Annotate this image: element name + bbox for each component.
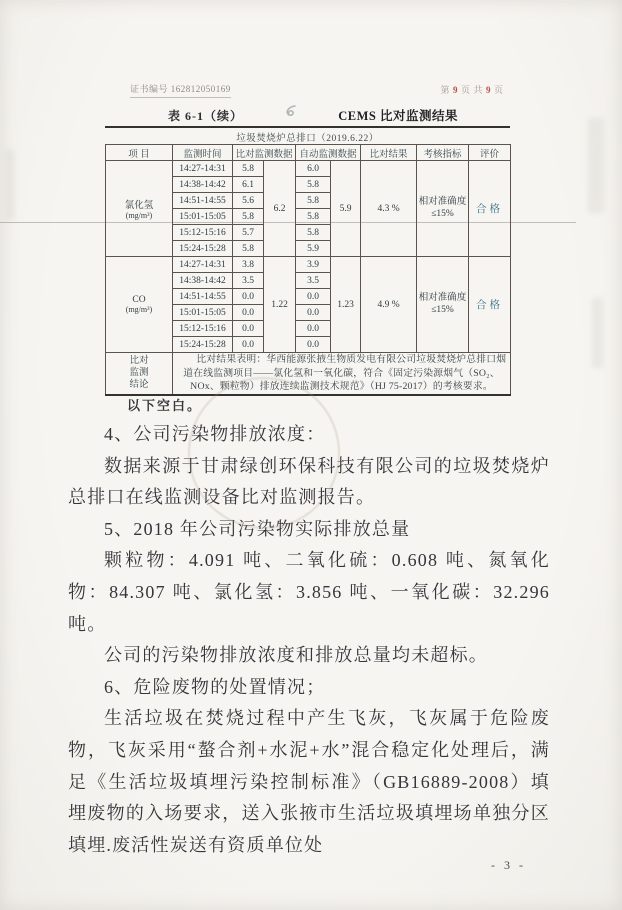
cell-auto-value: 3.5: [296, 273, 331, 289]
blank-below-note: 以下空白。: [127, 398, 203, 413]
cell-time: 15:24-15:28: [173, 241, 233, 257]
item-unit: (mg/m³): [125, 305, 153, 314]
col-reference-data: 比对监测数据: [233, 145, 296, 161]
cems-comparison-table: [105, 144, 511, 396]
faint-stamp-circle: [188, 377, 340, 529]
cell-time: 15:24-15:28: [173, 337, 233, 353]
cell-ref-value: 3.8: [233, 257, 264, 273]
conclusion-row: [106, 353, 511, 395]
table-title: CEMS 比对监测结果: [338, 109, 458, 123]
ink-bleed-mark: [6, 150, 14, 220]
cell-criterion: 相对准确度≤15%: [417, 257, 469, 353]
cell-result: 4.3 %: [361, 161, 417, 257]
cell-ref-value: 0.0: [233, 321, 264, 337]
cell-result: 4.9 %: [361, 257, 417, 353]
cell-auto-value: 0.0: [296, 289, 331, 305]
cell-ref-value: 0.0: [233, 305, 264, 321]
cell-time: 15:12-15:16: [173, 225, 233, 241]
cell-ref-value: 5.6: [233, 193, 264, 209]
table-caption: [105, 105, 510, 125]
certificate-number: 证书编号 162812050169: [130, 82, 231, 98]
cell-ref-value: 5.7: [233, 225, 264, 241]
paragraph-emission-totals: 颗粒物：4.091 吨、二氧化硫：0.608 吨、氮氧化物：84.307 吨、氯化氢：3.856 吨、一氧化碳：32.296 吨。: [68, 550, 550, 634]
conclusion-label-line: 结论: [129, 380, 149, 391]
paragraph-compliance: 公司的污染物排放浓度和排放总量均未超标。: [104, 645, 488, 666]
cell-time: 14:51-14:55: [173, 289, 233, 305]
cell-auto-value: 6.0: [296, 161, 331, 177]
paragraph-hazardous-waste: 生活垃圾在焚烧过程中产生飞灰，飞灰属于危险废物，飞灰采用“螯合剂+水泥+水”混合稳定化处理后，满足《生活垃圾填埋污染控制标准》（GB16889-2008）填埋废物的入场要求，送入张掖市生活垃圾填埋场单独分区填埋.废活性炭送有资质单位处: [68, 708, 550, 855]
ink-bleed-mark: [592, 298, 603, 368]
cell-ref-value: 5.8: [233, 209, 264, 225]
cell-auto-value: 0.0: [296, 321, 331, 337]
paragraph-data-source: 数据来源于甘肃绿创环保科技有限公司的垃圾焚烧炉总排口在线监测设备比对监测报告。: [68, 455, 550, 508]
table-number-label: 表 6-1（续）: [168, 108, 243, 123]
cell-ref-value: 5.8: [233, 241, 264, 257]
col-evaluation: 评价: [469, 145, 511, 161]
paragraph-section4-heading: 4、公司污染物排放浓度：: [104, 424, 326, 444]
title-rule: [105, 126, 510, 128]
cell-ref-value: 6.1: [233, 177, 264, 193]
page-counter-current: 9: [452, 85, 458, 95]
cell-ref-value: 5.8: [233, 161, 264, 177]
cell-auto-value: 0.0: [296, 305, 331, 321]
cell-ref-value: 0.0: [233, 337, 264, 353]
cell-time: 14:27-14:31: [173, 257, 233, 273]
cell-evaluation: 合格: [469, 161, 511, 257]
cell-time: 14:51-14:55: [173, 193, 233, 209]
cell-auto-value: 0.0: [296, 337, 331, 353]
cell-auto-value: 3.9: [296, 257, 331, 273]
col-result: 比对结果: [361, 145, 417, 161]
cell-time: 15:12-15:16: [173, 321, 233, 337]
cell-time: 15:01-15:05: [173, 209, 233, 225]
conclusion-label-line: 比对: [129, 356, 149, 367]
cell-auto-value: 5.8: [296, 193, 331, 209]
cell-time: 14:38-14:42: [173, 177, 233, 193]
cell-time: 14:38-14:42: [173, 273, 233, 289]
paragraph-section6-heading: 6、危险废物的处置情况；: [104, 676, 326, 697]
table-row: [106, 161, 511, 177]
paragraph-section5-heading: 5、2018 年公司污染物实际排放总量: [104, 518, 411, 539]
item-name: CO: [132, 295, 146, 305]
page-counter-total: 9: [485, 85, 491, 95]
item-co: [106, 257, 173, 353]
cell-evaluation: 合格: [469, 257, 511, 353]
table-header-row: [106, 145, 511, 161]
cell-auto-value: 5.8: [296, 225, 331, 241]
cell-time: 14:27-14:31: [173, 161, 233, 177]
scan-fold-line: [0, 222, 576, 223]
cell-time: 15:01-15:05: [173, 305, 233, 321]
item-name: 氯化氢: [124, 201, 154, 211]
conclusion-label: [106, 353, 173, 395]
col-time: 监测时间: [173, 145, 233, 161]
cell-auto-value: 5.9: [296, 241, 331, 257]
footer-page-number: - 3 -: [491, 858, 526, 872]
conclusion-text: 比对结果表明：华西能源张掖生物质发电有限公司垃圾焚烧炉总排口烟道在线监测项目——氯化氢和一氧化碳，符合《固定污染源烟气（SO₂、NOx、颗粒物）排放连续监测技术规范》（HJ 75-2017）的考核要求。: [173, 353, 511, 395]
cell-ref-average: 6.2: [264, 161, 296, 257]
page-counter-text: 共: [473, 85, 483, 95]
col-criterion: 考核指标: [417, 145, 469, 161]
conclusion-label-line: 监测: [129, 368, 149, 379]
table-subtitle: 垃圾焚烧炉总排口（2019.6.22）: [236, 134, 379, 144]
cell-auto-average: 1.23: [331, 257, 361, 353]
cell-ref-average: 1.22: [264, 257, 296, 353]
table-row: [106, 257, 511, 273]
cell-auto-value: 5.8: [296, 177, 331, 193]
cell-ref-value: 0.0: [233, 289, 264, 305]
cell-criterion: 相对准确度≤15%: [417, 161, 469, 257]
ink-bleed-mark: [588, 118, 604, 213]
page-counter: [439, 83, 505, 96]
cell-ref-value: 3.5: [233, 273, 264, 289]
cell-auto-average: 5.9: [331, 161, 361, 257]
col-item: 项 目: [106, 145, 173, 161]
item-hcl: [106, 161, 173, 257]
page-counter-text: 页: [493, 85, 504, 95]
page-counter-text: 第: [440, 85, 450, 95]
page-counter-text: 页: [460, 85, 471, 95]
pen-mark-icon: [283, 104, 298, 126]
col-auto-data: 自动监测数据: [296, 145, 361, 161]
item-unit: (mg/m³): [125, 211, 153, 220]
cell-auto-value: 5.8: [296, 209, 331, 225]
